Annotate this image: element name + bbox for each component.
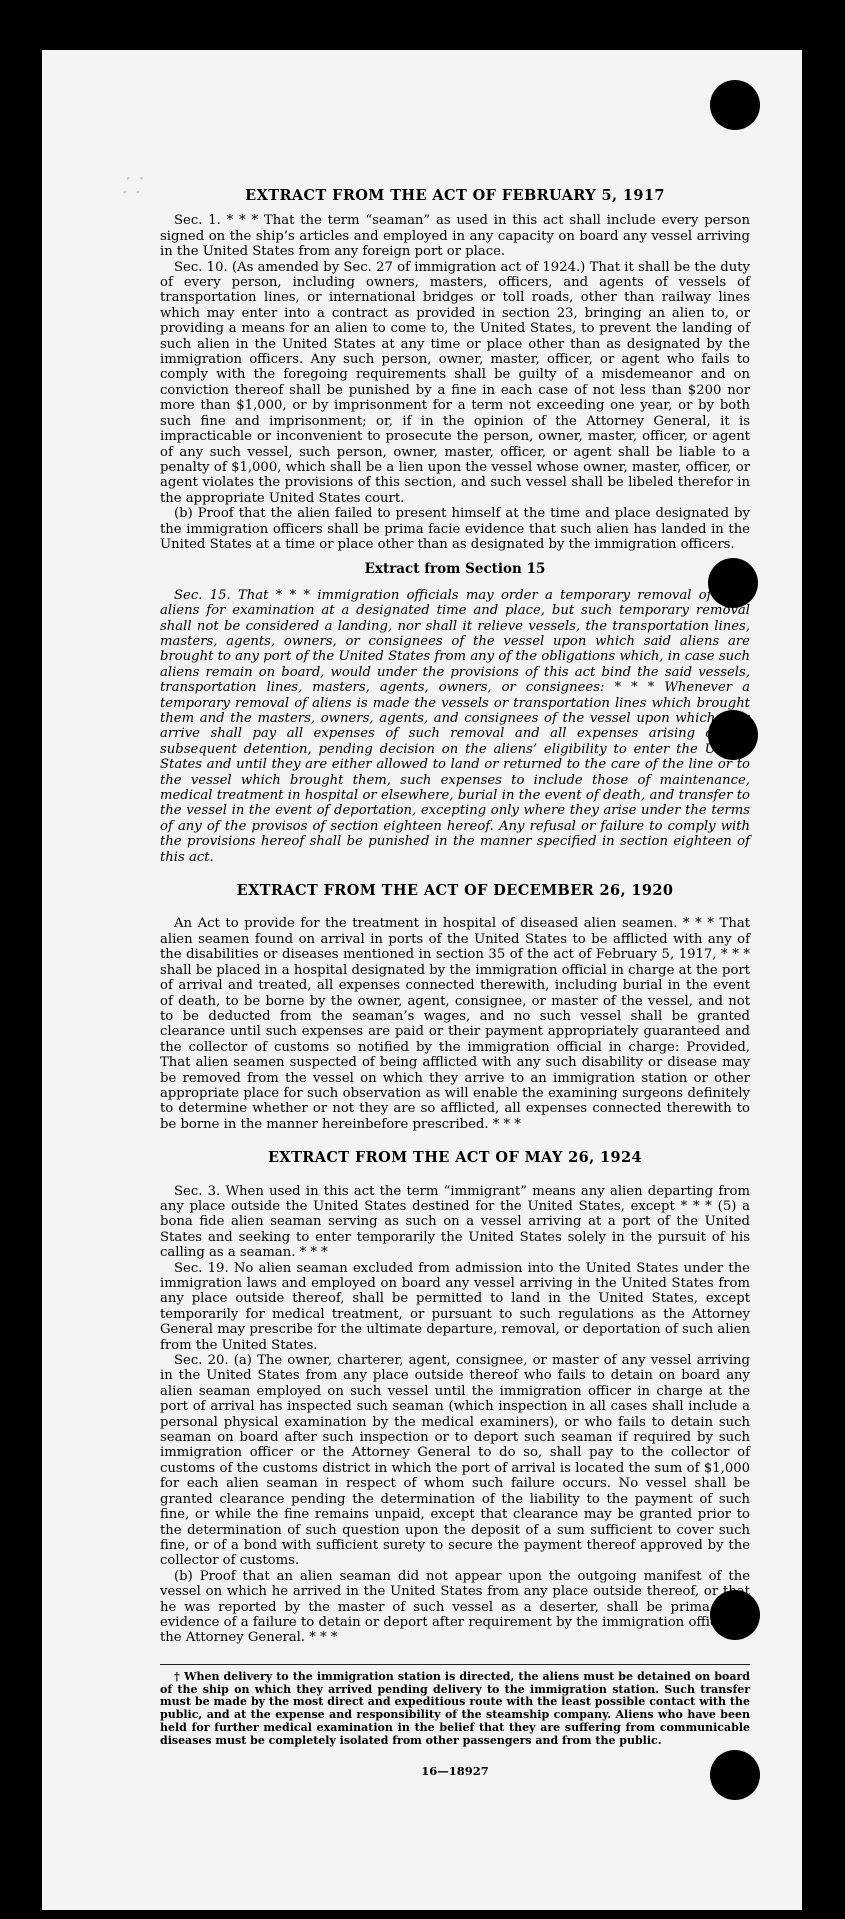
paragraph-sec-19: Sec. 19. No alien seaman excluded from admission into the United States under the immigration laws and employed on board any vessel arriving in the United States from any place outside thereof, shall be permitted to land in the United States, except temporarily for medical treatment, or pursuant to such regulations as the Attorney General may prescribe for the ultimate departure, removal, or deportation of such alien from the United States. — [160, 1260, 750, 1353]
paragraph-sec-10: Sec. 10. (As amended by Sec. 27 of immigration act of 1924.) That it shall be the duty of every person, including owners, masters, officers, and agents of vessels of transportation lines, or international bridges or toll roads, other than railway lines which may enter into a contract as provided in section 23, bringing an alien to, or providing a means for an alien to come to, the United States, to prevent the landing of such alien in the United States at any time or place other than as designated by the immigration officers. Any such person, owner, master, officer, or agent who fails to comply with the foregoing requirements shall be guilty of a misdemeanor and on conviction thereof shall be punished by a fine in each case of not less than $200 nor more than $1,000, or by imprisonment for a term not exceeding one year, or by both such fine and imprisonment; or, if in the opinion of the Attorney General, it is impracticable or inconvenient to prosecute the person, owner, master, officer, or agent of any such vessel, such person, owner, master, officer, or agent shall be liable to a penalty of $1,000, which shall be a lien upon the vessel whose owner, master, officer, or agent violates the provisions of this section, and such vessel shall be libeled therefor in the appropriate United States court. — [160, 259, 750, 506]
paragraph-sec-1: Sec. 1. * * * That the term “seaman” as used in this act shall include every person signed on the ship’s articles and employed in any capacity on board any vessel arriving in the United States from any foreign port or place. — [160, 213, 750, 260]
heading-act-1924: EXTRACT FROM THE ACT OF MAY 26, 1924 — [267, 1149, 643, 1167]
paragraph-sec-10-b: (b) Proof that the alien failed to present himself at the time and place designated by the immigration officers shall be prima facie evidence that such alien has landed in the United States at a time or place other than as designated by the immigration officers. — [160, 506, 750, 552]
paragraph-sec-20-b: (b) Proof that an alien seaman did not appear upon the outgoing manifest of the vessel on which he arrived in the United States from any place outside thereof, or that he was reported by the master of such vessel as a deserter, shall be prima facie evidence of a failure to detain or deport after requirement by the immigration officer or the Attorney General. * * * — [160, 1568, 750, 1646]
punch-hole-top — [710, 80, 760, 130]
paragraph-sec-15: Sec. 15. That * * * immigration officials may order a temporary removal of such aliens for examination at a designated time and place, but such temporary removal shall not be considered a landing, nor shall it relieve vessels, the transportation lines, masters, agents, owners, or consignees of the vessel upon which said aliens are brought to any port of the United States from any of the obligations which, in case such aliens remain on board, would under the provisions of this act bind the said vessels, transportation lines, masters, agents, owners, or consignees: * * * Whenever a temporary removal of aliens is made the vessels or transportation lines which brought them and the masters, owners, agents, and consignees of the vessel upon which they arrive shall pay all expenses of such removal and all expenses arising during subsequent detention, pending decision on the aliens’ eligibility to enter the United States and until they are either allowed to land or returned to the care of the line or to the vessel which brought them, such expenses to include those of maintenance, medical treatment in hospital or elsewhere, burial in the event of death, and transfer to the vessel in the event of deportation, excepting only where they arise under the terms of any of the provisos of section eighteen hereof. Any refusal or failure to comply with the provisions hereof shall be punished in the manner specified in section eighteen of this act. — [160, 587, 750, 865]
footnote: † When delivery to the immigration station is directed, the aliens must be detained on board of the ship on which they arrived pending delivery to the immigration station. Such transfer must be made by the most direct and expeditious route with the least possible contact with the public, and at the expense and responsibility of the steamship company. Aliens who have been held for further medical examination in the belief that they are suffering from communicable diseases must be completely isolated from other passengers and from the public. — [160, 1669, 750, 1747]
faint-mark: ⸬ — [122, 174, 141, 199]
page-identifier: 16—18927 — [421, 1763, 489, 1778]
heading-act-1920: EXTRACT FROM THE ACT OF DECEMBER 26, 1920 — [236, 882, 674, 900]
document-body — [160, 188, 750, 1779]
footnote-divider — [160, 1664, 750, 1665]
paragraph-sec-20-a: Sec. 20. (a) The owner, charterer, agent, consignee, or master of any vessel arriving in the United States from any place outside thereof who fails to detain on board any alien seaman employed on such vessel until the immigration officer in charge at the port of arrival has inspected such seaman (which inspection in all cases shall include a personal physical examination by the medical examiners), or who fails to detain such seaman on board after such inspection or to deport such seaman if required by such immigration officer or the Attorney General to do so, shall pay to the collector of customs of the customs district in which the port of arrival is located the sum of $1,000 for each alien seaman in respect of whom such failure occurs. No vessel shall be granted clearance pending the determination of the liability to the payment of such fine, or while the fine remains unpaid, except that clearance may be granted prior to the determination of such question upon the deposit of a sum sufficient to cover such fine, or of a bond with sufficient surety to secure the payment thereof approved by the collector of customs. — [160, 1353, 750, 1569]
heading-section-15: Extract from Section 15 — [364, 561, 546, 578]
heading-act-1917: EXTRACT FROM THE ACT OF FEBRUARY 5, 1917 — [245, 187, 665, 204]
paragraph-sec-3: Sec. 3. When used in this act the term “immigrant” means any alien departing from any place outside the United States destined for the United States, except * * * (5) a bona fide alien seaman serving as such on a vessel arriving at a port of the United States and seeking to enter temporarily the United States solely in the pursuit of his calling as a seaman. * * * — [160, 1183, 750, 1261]
paragraph-act-1920: An Act to provide for the treatment in hospital of diseased alien seamen. * * * That alien seamen found on arrival in ports of the United States to be afflicted with any of the disabilities or diseases mentioned in section 35 of the act of February 5, 1917, * * * shall be placed in a hospital designated by the immigration official in charge at the port of arrival and treated, all expenses connected therewith, including burial in the event of death, to be borne by the owner, agent, consignee, or master of the vessel, and not to be deducted from the seaman’s wages, and no such vessel shall be granted clearance until such expenses are paid or their payment appropriately guaranteed and the collector of customs so notified by the immigration official in charge: Provided, That alien seamen suspected of being afflicted with any such disability or disease may be removed from the vessel on which they arrive to an immigration station or other appropriate place for such observation as will enable the examining surgeons definitely to determine whether or not they are so afflicted, all expenses connected therewith to be borne in the manner hereinbefore prescribed. * * * — [160, 916, 750, 1132]
